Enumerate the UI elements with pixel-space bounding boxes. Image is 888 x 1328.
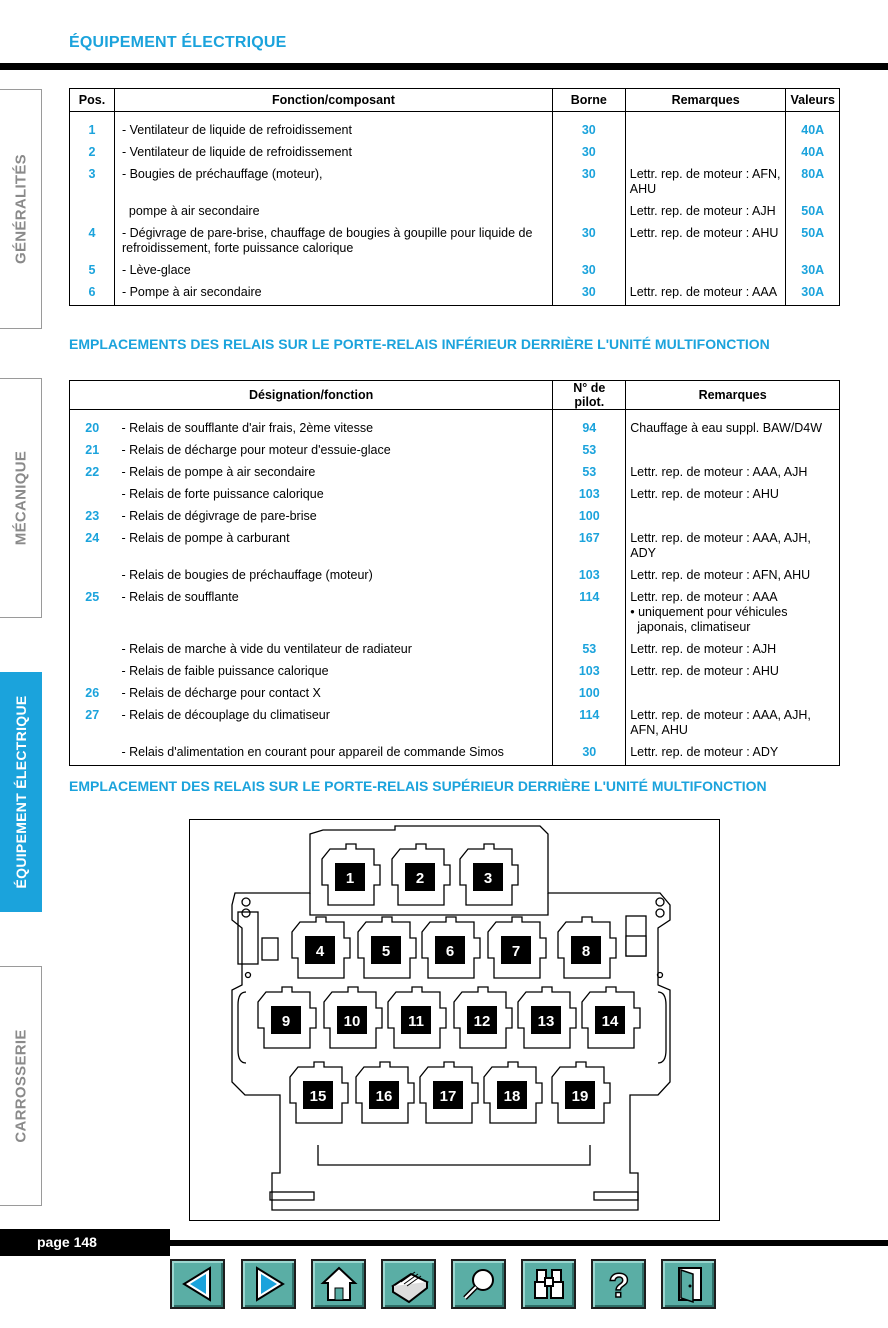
relay-number-label: 4	[315, 943, 325, 960]
relay-socket	[290, 1062, 348, 1123]
fuse-function: - Pompe à air secondaire	[114, 282, 552, 306]
relay-pilot: 103	[553, 661, 626, 683]
relay-socket	[356, 1062, 414, 1123]
relay-number-label: 8	[581, 943, 591, 960]
nav-exit-button[interactable]	[661, 1259, 716, 1309]
relay-pilot: 30	[553, 742, 626, 766]
section-title-upper-relays: EMPLACEMENT DES RELAIS SUR LE PORTE-RELAIS SUPÉRIEUR DERRIÈRE L'UNITÉ MULTIFONCTION	[69, 778, 767, 794]
next-icon	[249, 1264, 289, 1304]
side-tab-equipement-electrique[interactable]: ÉQUIPEMENT ÉLECTRIQUE	[0, 672, 42, 912]
section-title-lower-relays: EMPLACEMENTS DES RELAIS SUR LE PORTE-RELAIS INFÉRIEUR DERRIÈRE L'UNITÉ MULTIFONCTION	[69, 336, 770, 352]
fuse-remarks: Lettr. rep. de moteur : AHU	[625, 223, 786, 260]
relay-number-label: 10	[343, 1013, 361, 1030]
relay-table	[69, 380, 840, 766]
table-spacer	[70, 410, 840, 418]
relay-number-label: 7	[511, 943, 521, 960]
fuse-function: pompe à air secondaire	[114, 201, 552, 223]
relay-pilot: 103	[553, 565, 626, 587]
relay-pilot: 100	[553, 506, 626, 528]
fuse-remarks: Lettr. rep. de moteur : AFN, AHU	[625, 164, 786, 201]
nav-previous-button[interactable]	[170, 1259, 225, 1309]
relay-function: - Relais de décharge pour moteur d'essuie-glace	[114, 440, 552, 462]
table-spacer	[70, 112, 840, 120]
relay-function: - Relais de forte puissance calorique	[114, 484, 552, 506]
relay-function: - Relais de pompe à carburant	[114, 528, 552, 565]
col-header-pilot: N° de pilot.	[553, 381, 626, 410]
table-row	[70, 440, 840, 462]
relay-function: - Relais de faible puissance calorique	[114, 661, 552, 683]
relay-pos: 27	[70, 705, 115, 742]
fuse-remarks: Lettr. rep. de moteur : AJH	[625, 201, 786, 223]
relay-socket	[488, 917, 546, 978]
relay-table-header	[70, 381, 840, 410]
nav-search-button[interactable]	[451, 1259, 506, 1309]
table-row	[70, 120, 840, 142]
relay-remarks: Lettr. rep. de moteur : ADY	[626, 742, 840, 766]
relay-function: - Relais de soufflante d'air frais, 2ème vitesse	[114, 418, 552, 440]
relay-pilot: 114	[553, 705, 626, 742]
svg-text:?: ?	[608, 1267, 629, 1304]
table-row	[70, 587, 840, 639]
relay-pilot: 53	[553, 440, 626, 462]
relay-function: - Relais d'alimentation en courant pour appareil de commande Simos	[114, 742, 552, 766]
table-row	[70, 683, 840, 705]
table-row	[70, 462, 840, 484]
relay-pos	[70, 565, 115, 587]
relay-remarks: Chauffage à eau suppl. BAW/D4W	[626, 418, 840, 440]
relay-pilot: 53	[553, 639, 626, 661]
fuse-value: 80A	[786, 164, 840, 201]
page-header-title: ÉQUIPEMENT ÉLECTRIQUE	[69, 34, 287, 51]
fuse-remarks	[625, 120, 786, 142]
relay-pilot: 94	[553, 418, 626, 440]
relay-remarks: Lettr. rep. de moteur : AHU	[626, 661, 840, 683]
fuse-borne: 30	[552, 164, 625, 201]
relay-socket	[324, 987, 382, 1048]
relay-socket	[454, 987, 512, 1048]
relay-number-label: 14	[601, 1013, 619, 1030]
fuse-borne: 30	[552, 142, 625, 164]
fuse-value: 40A	[786, 120, 840, 142]
table-row	[70, 418, 840, 440]
relay-function: - Relais de dégivrage de pare-brise	[114, 506, 552, 528]
table-row	[70, 705, 840, 742]
fuse-borne	[552, 201, 625, 223]
fuse-pos	[70, 201, 115, 223]
relay-function: - Relais de pompe à air secondaire	[114, 462, 552, 484]
relay-number-label: 12	[473, 1013, 491, 1030]
fuse-function: - Ventilateur de liquide de refroidissement	[114, 120, 552, 142]
relay-pos	[70, 484, 115, 506]
col-header-pos: Pos.	[70, 89, 115, 112]
relay-pos: 24	[70, 528, 115, 565]
relay-socket	[518, 987, 576, 1048]
side-tab-carrosserie[interactable]: CARROSSERIE	[0, 966, 42, 1206]
fuse-function: - Lève-glace	[114, 260, 552, 282]
relay-number-label: 3	[483, 870, 493, 887]
exit-icon	[669, 1264, 709, 1304]
fuse-borne: 30	[552, 260, 625, 282]
relay-number-label: 9	[281, 1013, 291, 1030]
nav-next-button[interactable]	[241, 1259, 296, 1309]
fuse-table	[69, 88, 840, 306]
relay-pos: 26	[70, 683, 115, 705]
relay-socket	[460, 844, 518, 905]
relay-number-label: 15	[309, 1088, 327, 1105]
relay-socket	[558, 917, 616, 978]
relay-number-label: 16	[375, 1088, 393, 1105]
col-header-designation: Désignation/fonction	[70, 381, 553, 410]
top-divider	[0, 63, 888, 70]
relay-function: - Relais de bougies de préchauffage (moteur)	[114, 565, 552, 587]
relay-pos	[70, 661, 115, 683]
fuse-table-header	[70, 89, 840, 112]
fuse-function: - Ventilateur de liquide de refroidissement	[114, 142, 552, 164]
relay-pos	[70, 639, 115, 661]
relay-number-label: 1	[345, 870, 355, 887]
table-row	[70, 742, 840, 766]
previous-icon	[178, 1264, 218, 1304]
relay-number-label: 5	[381, 943, 391, 960]
side-tab-mecanique[interactable]: MÉCANIQUE	[0, 378, 42, 618]
fuse-value: 50A	[786, 223, 840, 260]
fuse-remarks	[625, 260, 786, 282]
page-number: page 148	[0, 1229, 170, 1256]
relay-socket	[392, 844, 450, 905]
relay-socket	[258, 987, 316, 1048]
search-icon	[459, 1264, 499, 1304]
relay-number-label: 19	[571, 1088, 589, 1105]
relay-function: - Relais de décharge pour contact X	[114, 683, 552, 705]
relay-pilot: 114	[553, 587, 626, 639]
relay-pilot: 103	[553, 484, 626, 506]
fuse-pos: 1	[70, 120, 115, 142]
relay-pos: 25	[70, 587, 115, 639]
relay-remarks: Lettr. rep. de moteur : AAA, AJH, AFN, AHU	[626, 705, 840, 742]
relay-socket	[582, 987, 640, 1048]
relay-remarks	[626, 440, 840, 462]
col-header-valeurs: Valeurs	[786, 89, 840, 112]
nav-print-button[interactable]	[381, 1259, 436, 1309]
fuse-pos: 5	[70, 260, 115, 282]
relay-function: - Relais de marche à vide du ventilateur de radiateur	[114, 639, 552, 661]
relay-remarks	[626, 506, 840, 528]
relay-remarks: Lettr. rep. de moteur : AAA • uniquement pour véhicules japonais, climatiseur	[626, 587, 840, 639]
relay-pos	[70, 742, 115, 766]
relay-function: - Relais de soufflante	[114, 587, 552, 639]
relay-remarks: Lettr. rep. de moteur : AJH	[626, 639, 840, 661]
relay-function: - Relais de découplage du climatiseur	[114, 705, 552, 742]
home-icon	[319, 1264, 359, 1304]
relay-number-label: 6	[445, 943, 455, 960]
fuse-borne: 30	[552, 282, 625, 306]
table-row	[70, 142, 840, 164]
fuse-borne: 30	[552, 120, 625, 142]
side-tab-generalites[interactable]: GÉNÉRALITÉS	[0, 89, 42, 329]
relay-socket	[422, 917, 480, 978]
relay-number-label: 2	[415, 870, 425, 887]
relay-number-label: 18	[503, 1088, 521, 1105]
fuse-value: 40A	[786, 142, 840, 164]
relay-socket	[420, 1062, 478, 1123]
relay-socket	[484, 1062, 542, 1123]
relay-pilot: 53	[553, 462, 626, 484]
relay-remarks: Lettr. rep. de moteur : AAA, AJH	[626, 462, 840, 484]
fuse-value: 30A	[786, 282, 840, 306]
help-icon	[599, 1264, 639, 1304]
fuse-value: 30A	[786, 260, 840, 282]
table-row	[70, 282, 840, 306]
col-header-borne: Borne	[552, 89, 625, 112]
relay-remarks	[626, 683, 840, 705]
relay-carrier-diagram	[189, 819, 720, 1221]
col-header-remarques: Remarques	[625, 89, 786, 112]
table-row	[70, 639, 840, 661]
table-row	[70, 260, 840, 282]
table-row	[70, 223, 840, 260]
fuse-function: - Dégivrage de pare-brise, chauffage de bougies à goupille pour liquide de refroidissement, forte puissance calorique	[114, 223, 552, 260]
table-row	[70, 164, 840, 201]
table-row	[70, 484, 840, 506]
nav-home-button[interactable]	[311, 1259, 366, 1309]
relay-number-label: 11	[408, 1013, 424, 1030]
relay-pilot: 167	[553, 528, 626, 565]
fuse-pos: 4	[70, 223, 115, 260]
nav-help-button[interactable]	[591, 1259, 646, 1309]
table-row	[70, 528, 840, 565]
relay-socket	[358, 917, 416, 978]
relay-pos: 21	[70, 440, 115, 462]
relay-carrier-drawing	[190, 820, 719, 1220]
relay-number-label: 17	[439, 1088, 457, 1105]
nav-binoculars-button[interactable]	[521, 1259, 576, 1309]
fuse-remarks	[625, 142, 786, 164]
col-header-fonction: Fonction/composant	[114, 89, 552, 112]
relay-remarks: Lettr. rep. de moteur : AFN, AHU	[626, 565, 840, 587]
fuse-value: 50A	[786, 201, 840, 223]
table-row	[70, 565, 840, 587]
relay-socket	[552, 1062, 610, 1123]
relay-pos: 22	[70, 462, 115, 484]
fuse-function: - Bougies de préchauffage (moteur),	[114, 164, 552, 201]
relay-pilot: 100	[553, 683, 626, 705]
relay-socket	[292, 917, 350, 978]
fuse-pos: 6	[70, 282, 115, 306]
relay-pos: 23	[70, 506, 115, 528]
table-row	[70, 201, 840, 223]
relay-socket	[322, 844, 380, 905]
relay-remarks: Lettr. rep. de moteur : AHU	[626, 484, 840, 506]
relay-pos: 20	[70, 418, 115, 440]
col-header-remarques-relays: Remarques	[626, 381, 840, 410]
fuse-pos: 2	[70, 142, 115, 164]
relay-number-label: 13	[537, 1013, 555, 1030]
relay-socket	[388, 987, 446, 1048]
binoculars-icon	[529, 1264, 569, 1304]
table-row	[70, 661, 840, 683]
table-row	[70, 506, 840, 528]
print-icon	[387, 1264, 431, 1304]
fuse-remarks: Lettr. rep. de moteur : AAA	[625, 282, 786, 306]
fuse-pos: 3	[70, 164, 115, 201]
relay-remarks: Lettr. rep. de moteur : AAA, AJH, ADY	[626, 528, 840, 565]
fuse-borne: 30	[552, 223, 625, 260]
